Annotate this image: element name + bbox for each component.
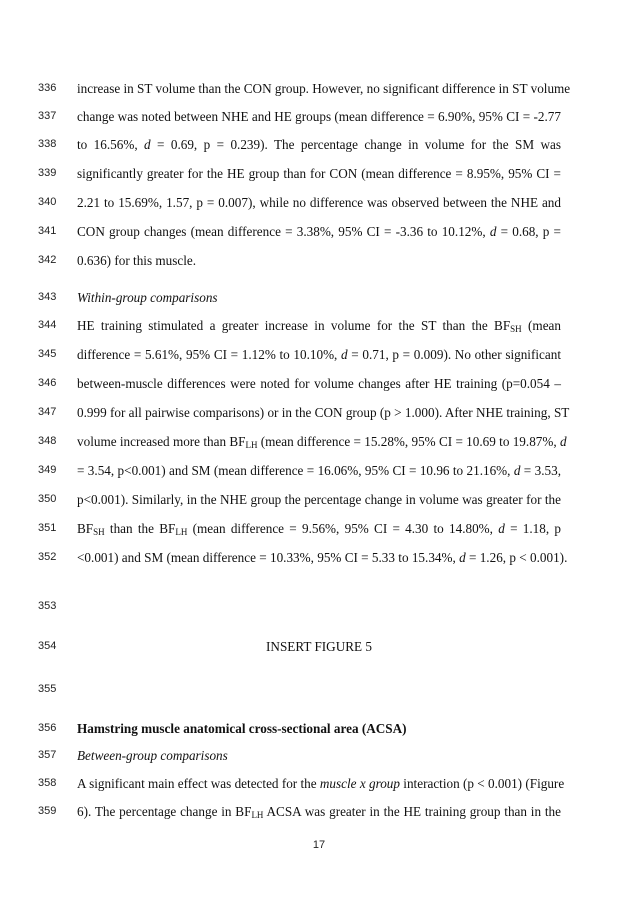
text-line [0, 164, 638, 184]
text-line [0, 193, 638, 213]
line-number: 359 [38, 805, 57, 817]
line-text: $BF_{SH}$ than the $BF_{LH}$ (mean difference = 9.56%, 95% CI = 4.30 to 14.80%, d = 1.18, p [77, 521, 562, 537]
line-number: 345 [38, 348, 57, 360]
text-line [0, 251, 638, 271]
text-line [0, 316, 638, 336]
text-line [0, 519, 638, 539]
line-number: 354 [38, 640, 57, 652]
line-number: 344 [38, 319, 57, 331]
section-heading: Hamstring muscle anatomical cross-sectional area (ACSA) [77, 721, 407, 736]
line-text: 6). The percentage change in $BF_{LH}$ ACSA was greater in the HE training group than in the [77, 804, 561, 820]
line-number: 351 [38, 522, 57, 534]
line-text: 0.636) for this muscle. [77, 253, 197, 268]
page-number: 17 [312, 839, 326, 851]
text-line [0, 374, 638, 394]
section-subheading: Within-group comparisons [77, 290, 218, 305]
line-number: 356 [38, 722, 57, 734]
line-number: 353 [38, 600, 57, 612]
line-text: HE training stimulated a greater increase in volume for the ST than the $BF_{SH}$ (mean [77, 318, 561, 334]
line-text: = 3.54, p<0.001) and SM (mean difference = 16.06%, 95% CI = 10.96 to 21.16%, d = 3.53, [77, 463, 561, 478]
line-text: CON group changes (mean difference = 3.38%, 95% CI = -3.36 to 10.12%, d = 0.68, p = [77, 224, 561, 239]
line-text: increase in ST volume than the CON group. However, no significant difference in ST volume [77, 81, 571, 96]
line-number: 337 [38, 110, 57, 122]
text-line [0, 490, 638, 510]
line-number: 349 [38, 464, 57, 476]
text-line [0, 719, 638, 739]
text-line [0, 597, 638, 617]
line-text: volume increased more than $BF_{LH}$ (mean difference = 15.28%, 95% CI = 10.69 to 19.87%, d [77, 434, 567, 450]
text-line [0, 345, 638, 365]
text-line [0, 107, 638, 127]
line-number: 350 [38, 493, 57, 505]
text-line [0, 432, 638, 452]
line-text: difference = 5.61%, 95% CI = 1.12% to 10.10%, d = 0.71, p = 0.009). No other significant [77, 347, 561, 362]
text-line [0, 79, 638, 99]
line-number: 357 [38, 749, 57, 761]
line-number: 352 [38, 551, 57, 563]
figure-placeholder: INSERT FIGURE 5 [266, 639, 372, 654]
line-number: 340 [38, 196, 57, 208]
line-number: 355 [38, 683, 57, 695]
line-text: <0.001) and SM (mean difference = 10.33%, 95% CI = 5.33 to 15.34%, d = 1.26, p < 0.001). [77, 550, 568, 565]
text-line [0, 802, 638, 822]
section-subheading: Between-group comparisons [77, 748, 228, 763]
line-text: p<0.001). Similarly, in the NHE group the percentage change in volume was greater for the [77, 492, 561, 507]
line-number: 342 [38, 254, 57, 266]
text-line [0, 288, 638, 308]
line-text: significantly greater for the HE group than for CON (mean difference = 8.95%, 95% CI = [77, 166, 561, 181]
line-number: 339 [38, 167, 57, 179]
text-line [0, 637, 638, 657]
line-text: change was noted between NHE and HE groups (mean difference = 6.90%, 95% CI = -2.77 [77, 109, 561, 124]
line-text: between-muscle differences were noted for volume changes after HE training (p=0.054 – [77, 376, 561, 391]
line-number: 348 [38, 435, 57, 447]
line-number: 358 [38, 777, 57, 789]
line-number: 336 [38, 82, 57, 94]
line-text: A significant main effect was detected for the muscle x group interaction (p < 0.001) (Figure [77, 776, 565, 791]
text-line [0, 746, 638, 766]
text-line [0, 680, 638, 700]
line-number: 346 [38, 377, 57, 389]
text-line [0, 403, 638, 423]
line-text: 0.999 for all pairwise comparisons) or in the CON group (p > 1.000). After NHE training, ST [77, 405, 570, 420]
line-number: 347 [38, 406, 57, 418]
text-line [0, 774, 638, 794]
line-number: 343 [38, 291, 57, 303]
line-text: 2.21 to 15.69%, 1.57, p = 0.007), while no difference was observed between the NHE and [77, 195, 561, 210]
text-line [0, 135, 638, 155]
text-line [0, 548, 638, 568]
line-number: 341 [38, 225, 57, 237]
line-text: to 16.56%, d = 0.69, p = 0.239). The percentage change in volume for the SM was [77, 137, 561, 152]
text-line [0, 461, 638, 481]
text-line [0, 222, 638, 242]
line-number: 338 [38, 138, 57, 150]
